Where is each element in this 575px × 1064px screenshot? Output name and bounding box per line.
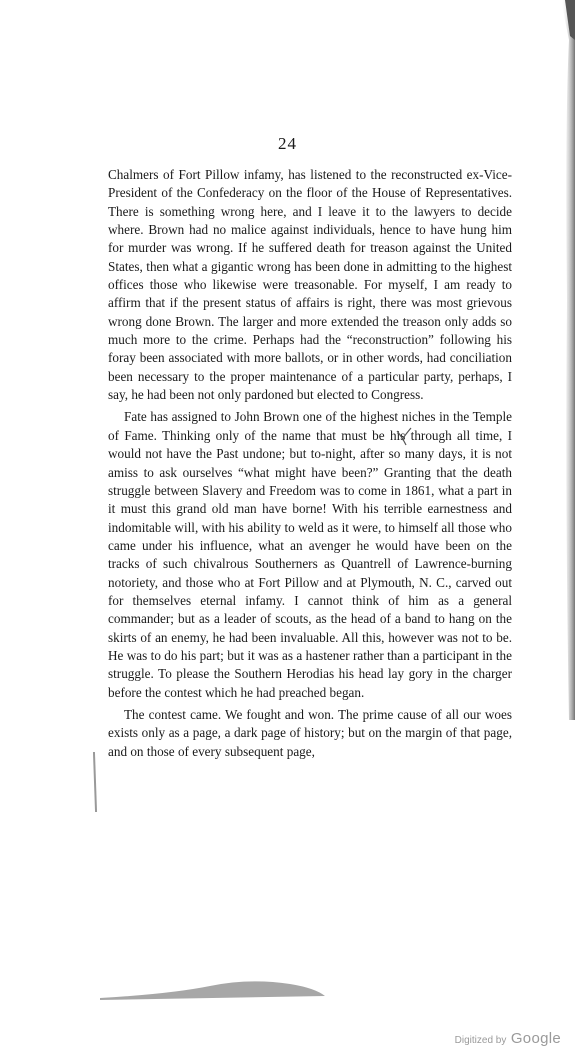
page-edge-shadow <box>539 0 575 720</box>
paragraph: Fate has assigned to John Brown one of the highest niches in the Temple of Fame. Thinking only of the name that must be his through all time, I would not have the Past undone; but to-night, after so many days, it is not amiss to ask ourselves “what might have been?” Granting that the death struggle between Slavery and Freedom was to come in 1861, what a part in it must this grand old man have borne! With his terrible earnestness and indomitable will, with his ability to weld as it were, to himself all those who came under his influence, what an avenger he would have been on the tracks of such chivalrous Southerners as Quantrell of Lawrence-burning notoriety, and those who at Fort Pillow and at Plymouth, N. C., carved out for themselves eternal infamy. I cannot think of him as a general commander; but as a leader of scouts, as the head of a band to hang on the skirts of an enemy, he had been invaluable. All this, however was not to be. He was to do his part; but it was as a hastener rather than a participant in the struggle. To please the Southern Herodias his head lay gory in the charger before the contest which he had preached began. <box>108 409 512 700</box>
paragraph: Chalmers of Fort Pillow infamy, has listened to the reconstructed ex-Vice-President of the Confederacy on the floor of the House of Representatives. There is something wrong here, and I leave it to the lawyers to decide where. Brown had no malice against individuals, hence to have hung him for murder was wrong. If he suffered death for treason against the United States, then what a gigantic wrong has been done in admitting to the highest offices those who likewise were treasonable. For myself, I am ready to affirm that if the present status of affairs is right, there was most grievous wrong done Brown. The larger and more extended the treason only adds so much more to the crime. Perhaps had the “reconstruction” following his foray been associated with more ballots, or in other words, had conciliation been necessary to the proper maintenance of a particular party, perhaps, I say, he had been not only pardoned but elected to Congress. <box>108 167 512 403</box>
margin-pencil-line <box>93 752 97 812</box>
watermark-brand: Google <box>510 1030 561 1047</box>
page-number: 24 <box>278 134 297 153</box>
body-text <box>108 166 512 765</box>
pencil-mark-icon <box>393 425 415 447</box>
watermark-prefix: Digitized by <box>454 1035 507 1046</box>
scan-smudge <box>100 976 340 1000</box>
digitized-watermark <box>455 1030 561 1048</box>
paragraph: The contest came. We fought and won. The prime cause of all our woes exists only as a page, a dark page of history; but on the margin of that page, and on those of every subsequent page, <box>108 706 512 759</box>
